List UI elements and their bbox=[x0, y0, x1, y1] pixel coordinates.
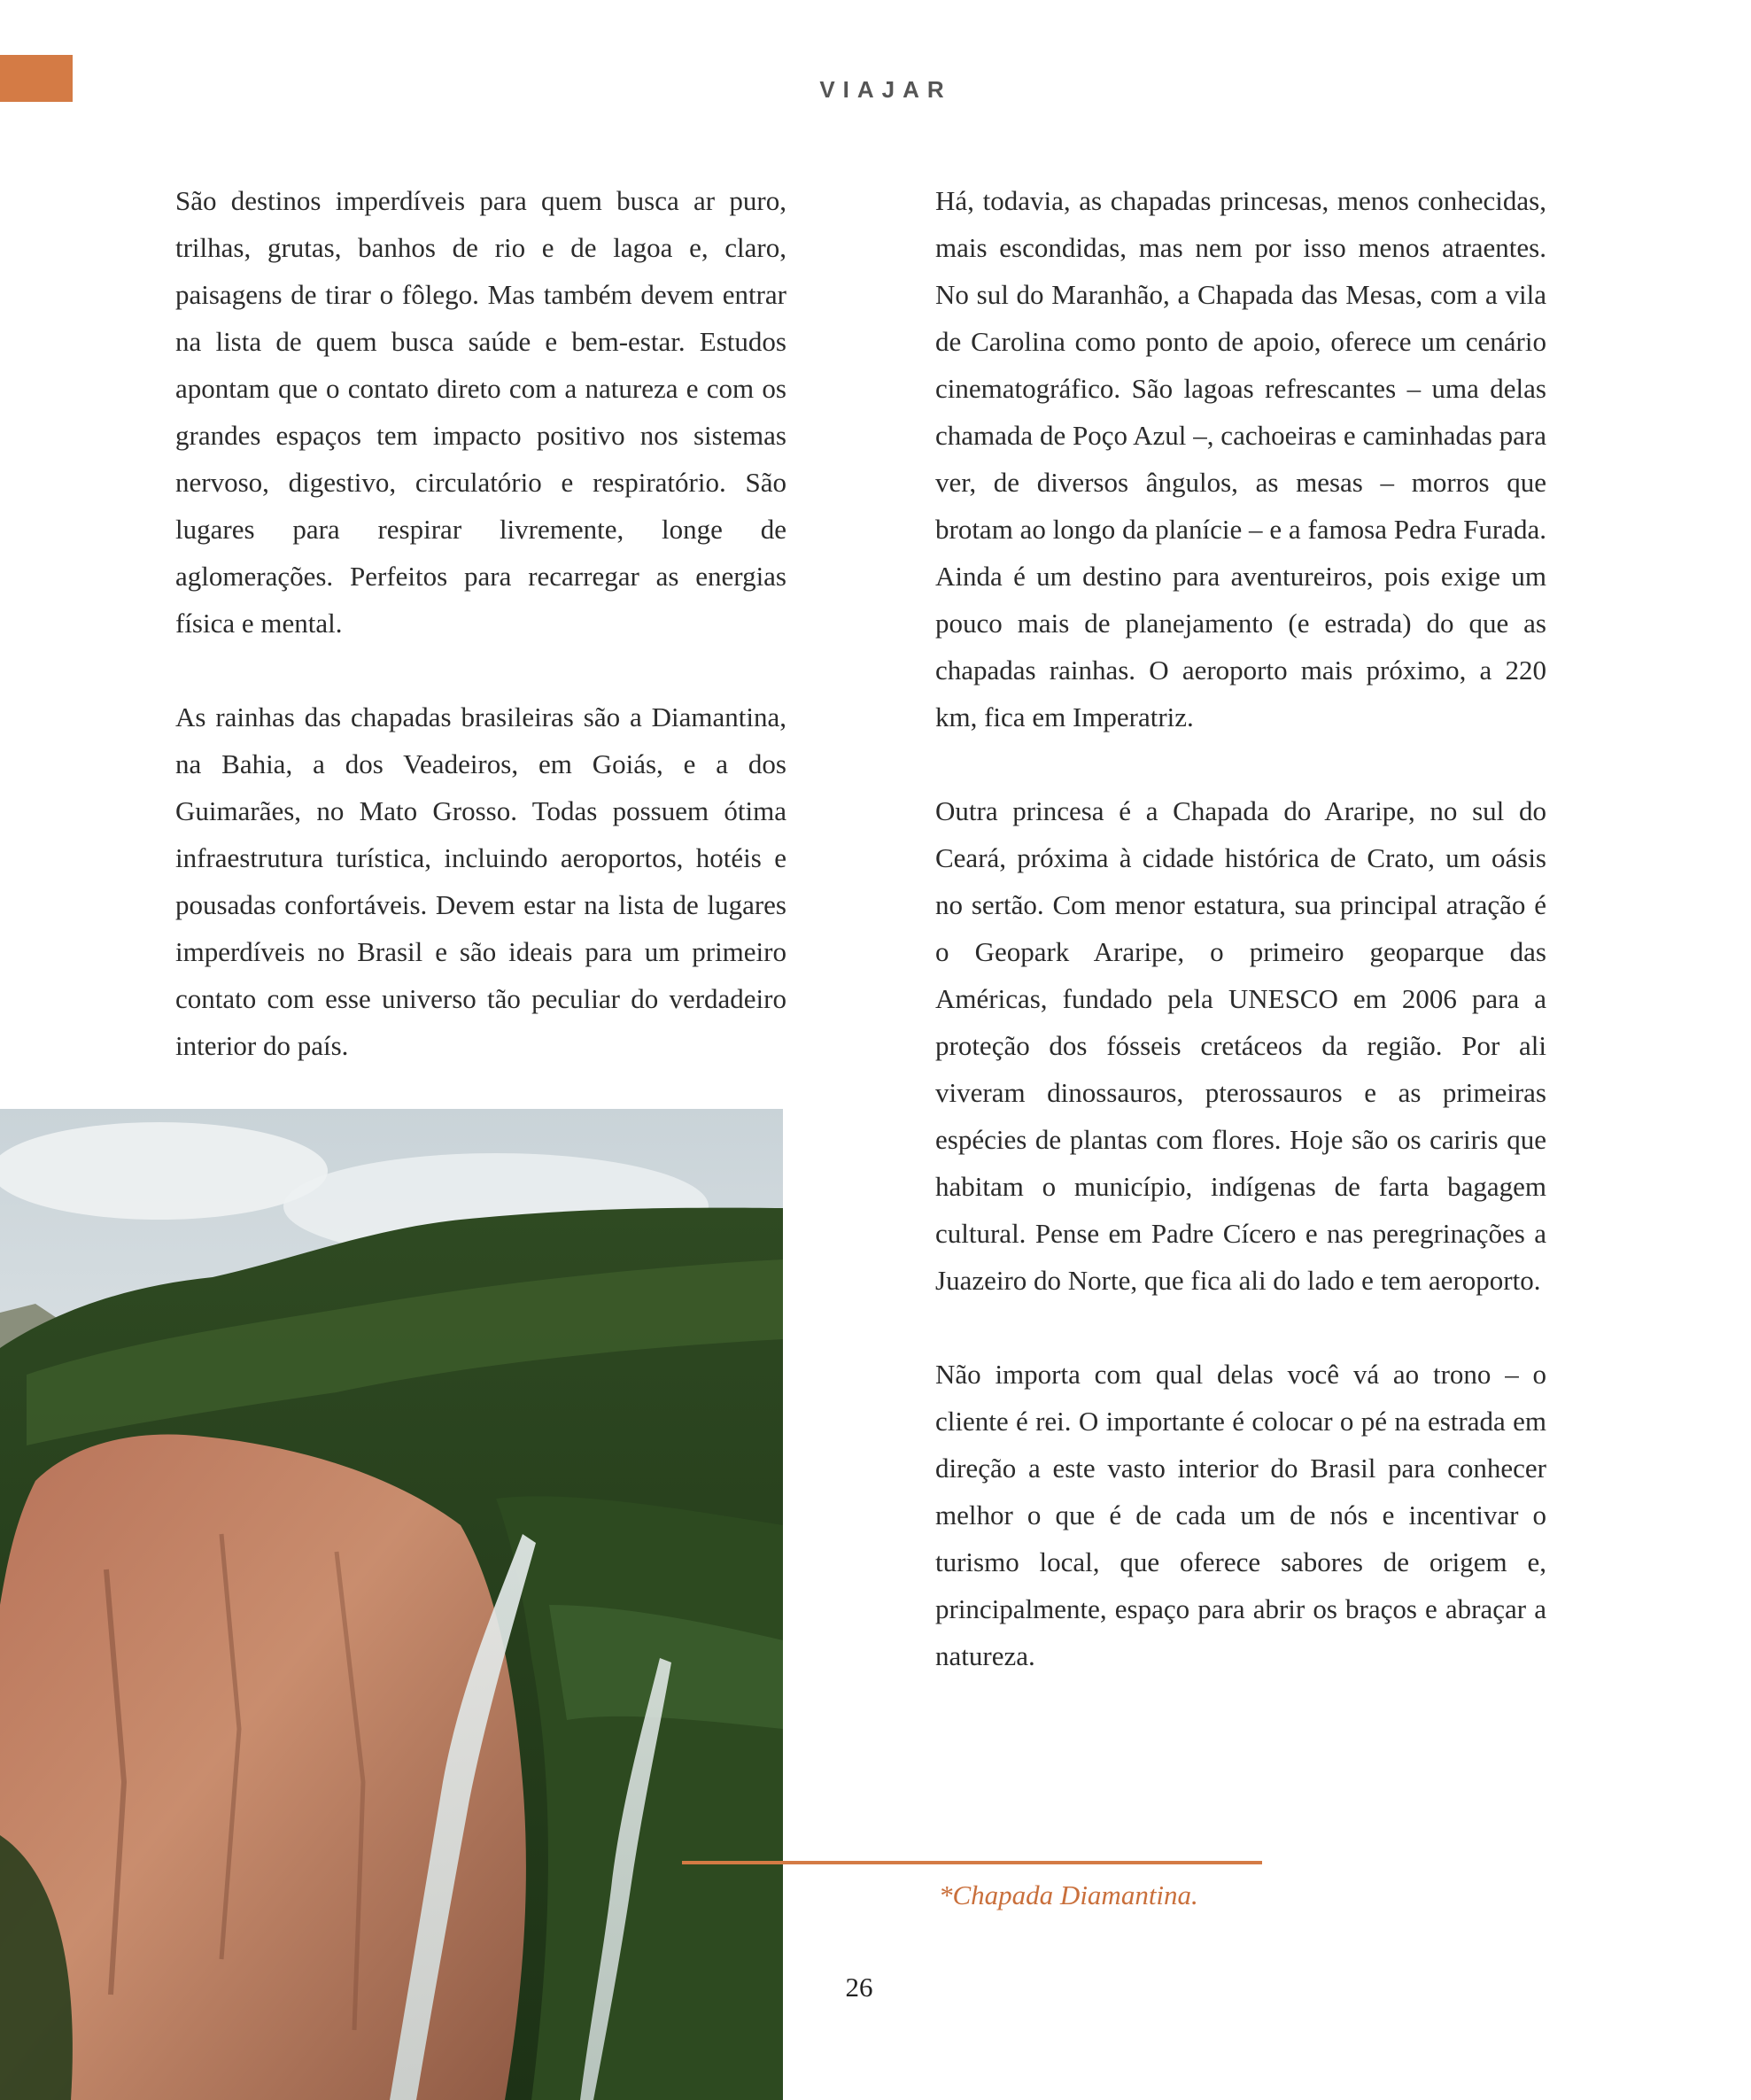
paragraph: Há, todavia, as chapadas princesas, menos conhecidas, mais escondidas, mas nem por isso menos atraentes. No sul do Maranhão, a Chapada das Mesas, com a vila de Carolina como ponto de apoio, oferece um cenário cinematográfico. São lagoas refrescantes – uma delas chamada de Poço Azul –, cachoeiras e caminhadas para ver, de diversos ângulos, as mesas – morros que brotam ao longo da planície – e a famosa Pedra Furada. Ainda é um destino para aventureiros, pois exige um pouco mais de planejamento (e estrada) do que as chapadas rainhas. O aeroporto mais próximo, a 220 km, fica em Imperatriz. bbox=[935, 185, 1546, 732]
caption-rule bbox=[682, 1861, 1262, 1864]
paragraph: As rainhas das chapadas brasileiras são a Diamantina, na Bahia, a dos Veadeiros, em Goiás, e a dos Guimarães, no Mato Grosso. Todas possuem ótima infraestrutura turística, incluindo aeroportos, hotéis e pousadas confortáveis. Devem estar na lista de lugares imperdíveis no Brasil e são ideais para um primeiro contato com esse universo tão peculiar do verdadeiro interior do país. bbox=[175, 701, 786, 1061]
section-title: VIAJAR bbox=[819, 76, 952, 103]
section-color-tab bbox=[0, 55, 73, 102]
paragraph: Não importa com qual delas você vá ao trono – o cliente é rei. O importante é colocar o pé na estrada em direção a este vasto interior do Brasil para conhecer melhor o que é de cada um de nós e incentivar o turismo local, que oferece sabores de origem e, principalmente, espaço para abrir os braços e abraçar a natureza. bbox=[935, 1359, 1546, 1671]
right-column bbox=[935, 177, 1546, 1726]
left-column bbox=[175, 177, 786, 1116]
waterfall-cliff-photo bbox=[0, 1109, 783, 2100]
page-number: 26 bbox=[845, 1972, 873, 2003]
paragraph: Outra princesa é a Chapada do Araripe, no sul do Ceará, próxima à cidade histórica de Crato, um oásis no sertão. Com menor estatura, sua principal atração é o Geopark Araripe, o primeiro geoparque das Américas, fundado pela UNESCO em 2006 para a proteção dos fósseis cretáceos da região. Por ali viveram dinossauros, pterossauros e as primeiras espécies de plantas com flores. Hoje são os cariris que habitam o município, indígenas de farta bagagem cultural. Pense em Padre Cícero e nas peregrinações a Juazeiro do Norte, que fica ali do lado e tem aeroporto. bbox=[935, 795, 1546, 1296]
photo-caption: *Chapada Diamantina. bbox=[939, 1879, 1198, 1910]
paragraph: São destinos imperdíveis para quem busca ar puro, trilhas, grutas, banhos de rio e de lagoa e, claro, paisagens de tirar o fôlego. Mas também devem entrar na lista de quem busca saúde e bem-estar. Estudos apontam que o contato direto com a natureza e com os grandes espaços tem impacto positivo nos sistemas nervoso, digestivo, circulatório e respiratório. São lugares para respirar livremente, longe de aglomerações. Perfeitos para recarregar as energias física e mental. bbox=[175, 185, 786, 639]
